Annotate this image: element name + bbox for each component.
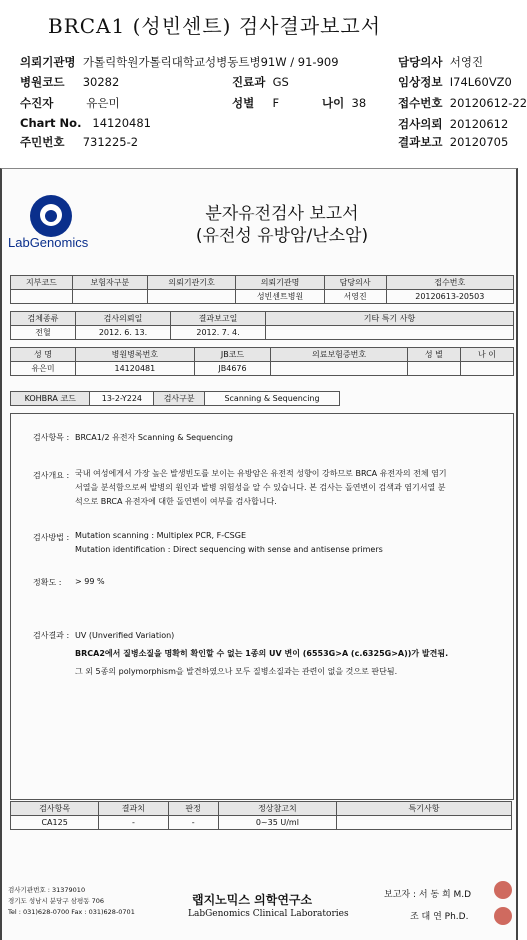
result-text [75,627,507,681]
lab-name-kr: 랩지노믹스 의학연구소 [192,893,313,907]
institution-value: 가톨릭학원가톨릭대학교성병동트병91W / 91-909 [82,55,339,69]
val-name: 유은미 [11,362,76,376]
chart-row [20,116,151,130]
receipt-label: 접수번호 [398,96,443,110]
info-table [10,275,514,304]
kohbra-table [10,391,340,406]
val-insurance-no [271,362,407,376]
hospital-code-label: 병원코드 [20,75,65,89]
institution-label: 의뢰기관명 [20,55,76,69]
doctor-label: 담당의사 [398,55,443,69]
lab-name-en: LabGenomics Clinical Laboratories [188,909,349,919]
overview-label: 검사개요 : [33,471,70,480]
dept-value: GS [272,75,289,89]
val-report-date: 2012. 7. 4. [171,326,266,340]
age-value: 38 [351,96,367,110]
val-jb-code: JB4676 [194,362,271,376]
kohbra-value: 13-2-Y224 [90,392,154,406]
report-title: 분자유전검사 보고서 [205,204,359,224]
hdr-insurer: 보험자구분 [72,276,147,290]
val-hospital-no: 14120481 [76,362,195,376]
age-row [322,95,366,111]
age-label: 나이 [322,96,345,110]
logo-text: LabGenomics [8,235,89,250]
overview-line-3: 석으로 BRCA 유전자에 대한 돌연변이 여부를 검사합니다. [75,497,277,506]
patient-table [10,347,514,376]
hdr-inst-name: 의뢰기관명 [236,276,324,290]
val-sex [407,362,460,376]
hdr-receipt: 접수번호 [386,276,513,290]
chart-label: Chart No. [20,116,82,130]
receipt-value: 20120612-22 [449,96,527,110]
institution-row [20,54,339,70]
hospital-code-row [20,74,119,90]
hdr-inst-code: 의뢰기관기호 [147,276,235,290]
val-doctor: 서영진 [324,290,386,304]
reporter: 보고자 : 서 동 희 M.D [384,890,472,900]
sex-label: 성별 [232,96,255,110]
hdr-branch-code: 지부코드 [11,276,73,290]
hdr-hospital-no: 병원병록번호 [76,348,195,362]
patient-value: 유은미 [86,96,120,110]
sex-value: F [272,96,280,110]
val-notes [337,816,512,830]
method-label: 검사방법 : [33,533,70,542]
val-insurer [72,290,147,304]
id-row [20,134,138,150]
receipt-row [398,95,527,111]
hdr-reference: 정상참고치 [218,802,336,816]
sex-row [232,95,279,111]
reporter-2: 조 대 연 Ph.D. [410,912,469,922]
val-specimen: 전혈 [11,326,76,340]
hdr-specimen: 검체종류 [11,312,76,326]
hospital-code-value: 30282 [82,75,120,89]
val-age [460,362,513,376]
val-test-item: CA125 [11,816,99,830]
request-value: 20120612 [449,117,509,131]
hdr-judgement: 판정 [168,802,218,816]
val-inst-code [147,290,235,304]
result-body-box [10,413,514,800]
val-inst-name: 성빈센트병원 [236,290,324,304]
overview-line-2: 서열을 분석함으로써 발병의 원인과 발병 위험성을 알 수 있습니다. 본 검사는 돌연변이 검색과 염기서열 분 [75,483,446,492]
dept-row [232,74,289,90]
result-date-row [398,134,508,150]
val-receipt: 20120613-20503 [386,290,513,304]
category-value: Scanning & Sequencing [205,392,340,406]
item-label: 검사항목 : [33,433,70,442]
val-branch-code [11,290,73,304]
val-judgement: - [168,816,218,830]
seal-stamp-icon [494,881,512,899]
val-request-date: 2012. 6. 13. [76,326,171,340]
method-text [75,529,383,557]
chart-value: 14120481 [92,116,151,130]
hdr-remarks: 기타 특기 사항 [266,312,514,326]
result-date-value: 20120705 [449,135,509,149]
scanned-report [0,168,518,940]
result-line-2: BRCA2에서 질병소질을 명확히 확인할 수 없는 1종의 UV 변이 (6553G>A (c.6325G>A))가 발견됨. [75,649,449,658]
overview-line-1: 국내 여성에게서 가장 높은 발생빈도를 보이는 유방암은 유전적 성향이 강하므로 BRCA 유전자의 전체 염기 [75,469,447,478]
footer-line-3: Tel : 031)628-0700 Fax : 031)628-0701 [8,908,135,916]
hdr-doctor: 담당의사 [324,276,386,290]
hdr-result-value: 결과치 [99,802,168,816]
category-label: 검사구분 [154,392,205,406]
clinical-value: I74L60VZ0 [449,75,512,89]
footer-line-2: 경기도 성남시 분당구 삼평동 706 [8,897,105,905]
val-reference: 0~35 U/ml [218,816,336,830]
patient-row [20,95,120,111]
hdr-test-item: 검사항목 [11,802,99,816]
hdr-age: 나 이 [460,348,513,362]
report-subtitle: (유전성 유방암/난소암) [195,226,369,246]
accuracy-value: > 99 % [75,577,105,586]
hdr-name: 성 명 [11,348,76,362]
specimen-table [10,311,514,340]
accuracy-label: 정확도 : [33,578,62,587]
seal-stamp-icon-2 [494,907,512,925]
dept-label: 진료과 [232,75,266,89]
ca125-table [10,801,512,830]
doctor-value: 서영진 [449,55,484,69]
clinical-row [398,74,512,90]
val-remarks [266,326,514,340]
document-title: BRCA1 (성빈센트) 검사결과보고서 [48,14,382,38]
result-line-3: 그 외 5종의 polymorphism을 발견하였으나 모두 질병소질과는 관련이 없을 것으로 판단됨. [75,667,398,676]
hdr-notes: 특기사항 [337,802,512,816]
hdr-request-date: 검사의뢰일 [76,312,171,326]
kohbra-label: KOHBRA 코드 [11,392,90,406]
item-value: BRCA1/2 유전자 Scanning & Sequencing [75,433,233,442]
doctor-row [398,54,483,70]
id-label: 주민번호 [20,135,65,149]
footer-line-1: 검사기관번호 : 31379010 [8,886,86,894]
clinical-label: 임상정보 [398,75,443,89]
result-date-label: 결과보고 [398,135,443,149]
labgenomics-logo-icon [30,195,72,237]
hdr-jb-code: JB코드 [194,348,271,362]
result-line-1: UV (Unverified Variation) [75,631,175,640]
id-value: 731225-2 [82,135,139,149]
result-label: 검사결과 : [33,631,70,640]
val-result-value: - [99,816,168,830]
method-line-2: Mutation identification : Direct sequencing with sense and antisense primers [75,545,383,554]
method-line-1: Mutation scanning : Multiplex PCR, F-CSGE [75,531,247,540]
overview-text [75,467,507,509]
hdr-sex: 성 별 [407,348,460,362]
hdr-report-date: 결과보고일 [171,312,266,326]
footer-info [8,885,135,918]
request-row [398,116,508,132]
hdr-insurance-no: 의료보험증번호 [271,348,407,362]
patient-label: 수진자 [20,96,54,110]
request-label: 검사의뢰 [398,117,443,131]
